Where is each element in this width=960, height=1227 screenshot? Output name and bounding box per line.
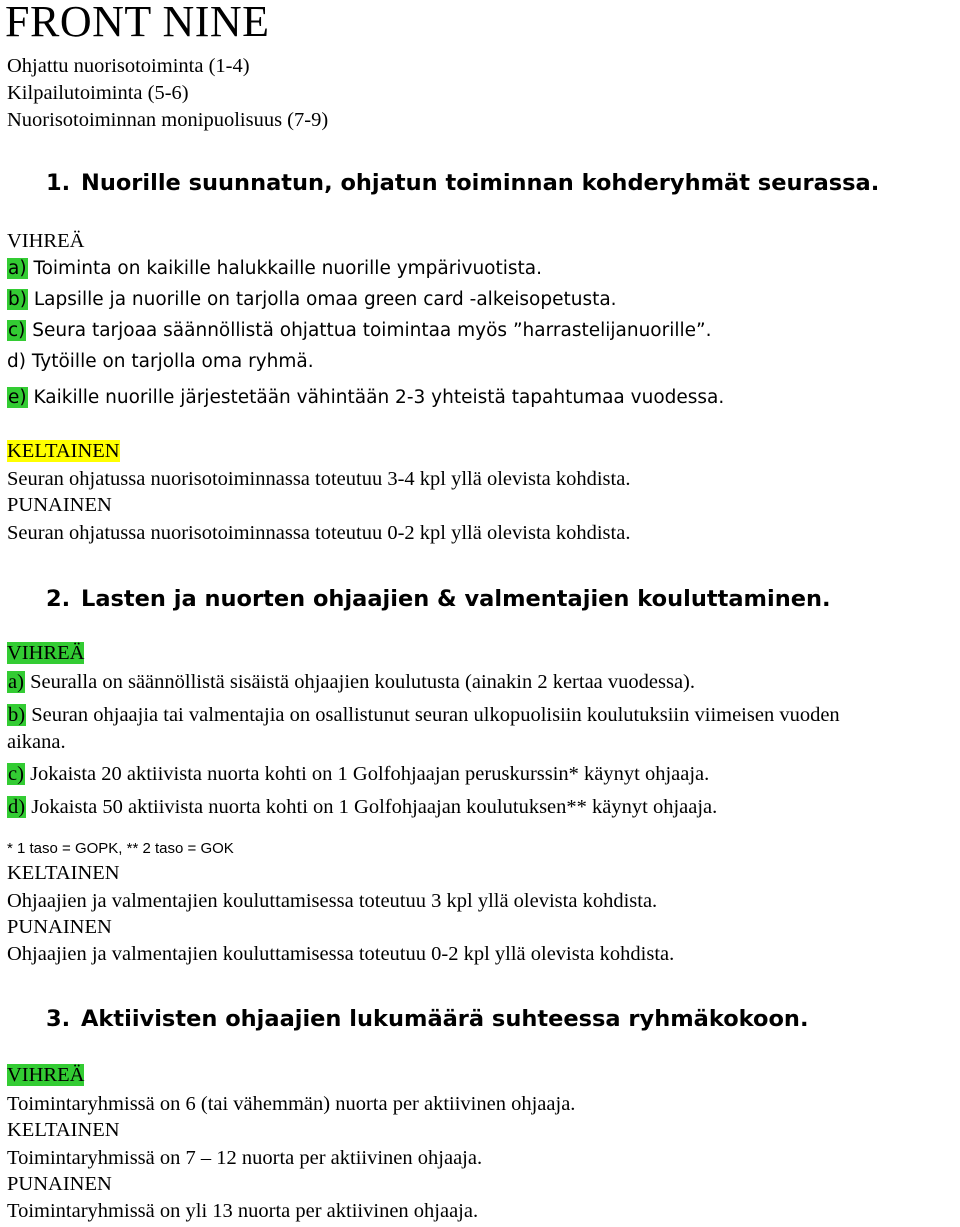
s2-item-b-letter: b): [8, 704, 26, 726]
s2-item-b-continued: aikana.: [7, 731, 66, 753]
s2-yellow-text: Ohjaajien ja valmentajien kouluttamisessa toteutuu 3 kpl yllä olevista kohdista.: [7, 890, 658, 912]
s1-green-label: VIHREÄ: [7, 230, 85, 252]
section-1-heading: [46, 172, 879, 195]
s2-item-b-text: Seuran ohjaajia tai valmentajia on osallistunut seuran ulkopuolisiin koulutuksiin viimeisen vuoden: [26, 704, 840, 726]
s1-item-c-text: Seura tarjoaa säännöllistä ohjattua toimintaa myös ”harrastelijanuorille”.: [26, 320, 712, 341]
s2-item-d-letter: d): [8, 796, 26, 818]
s3-green-label-text: VIHREÄ: [7, 1064, 85, 1086]
s1-yellow-label: [7, 441, 120, 462]
s1-item-b-text: Lapsille ja nuorille on tarjolla omaa green card -alkeisopetusta.: [27, 289, 617, 310]
section-2-heading-text: Lasten ja nuorten ohjaajien & valmentajien kouluttaminen.: [81, 586, 831, 612]
s2-item-c-text: Jokaista 20 aktiivista nuorta kohti on 1 Golfohjaajan peruskurssin* käynyt ohjaaja.: [24, 763, 710, 785]
s2-item-a-letter: a): [8, 671, 24, 693]
s1-item-d-letter: d): [7, 351, 26, 372]
s1-item-b: [7, 291, 617, 310]
s1-item-a-text: Toiminta on kaikille halukkaille nuorille ympärivuotista.: [27, 258, 542, 279]
s2-item-b: [7, 705, 840, 726]
section-2-number: 2.: [46, 586, 71, 612]
s1-item-d-text: Tytöille on tarjolla oma ryhmä.: [25, 351, 314, 372]
s3-yellow-text: Toimintaryhmissä on 7 – 12 nuorta per aktiivinen ohjaaja.: [7, 1147, 483, 1169]
s1-yellow-label-text: KELTAINEN: [7, 440, 120, 462]
s2-yellow-label: KELTAINEN: [7, 862, 120, 884]
s1-red-text: Seuran ohjatussa nuorisotoiminnassa toteutuu 0-2 kpl yllä olevista kohdista.: [7, 522, 631, 544]
document-title: FRONT NINE: [5, 0, 270, 46]
s2-item-d: [7, 797, 717, 818]
intro-line-2: Kilpailutoiminta (5-6): [7, 82, 189, 104]
s2-red-label: PUNAINEN: [7, 916, 112, 938]
s2-green-label-text: VIHREÄ: [7, 642, 85, 664]
intro-line-1: Ohjattu nuorisotoiminta (1-4): [7, 55, 250, 77]
s2-item-c: [7, 764, 709, 785]
s1-item-c-letter: c): [8, 320, 26, 341]
s1-item-e: [7, 389, 724, 408]
s1-yellow-text: Seuran ohjatussa nuorisotoiminnassa toteutuu 3-4 kpl yllä olevista kohdista.: [7, 468, 631, 490]
s2-green-label: [7, 643, 84, 664]
s2-red-text: Ohjaajien ja valmentajien kouluttamisessa toteutuu 0-2 kpl yllä olevista kohdista.: [7, 943, 675, 965]
s1-red-label: PUNAINEN: [7, 494, 112, 516]
section-3-heading-text: Aktiivisten ohjaajien lukumäärä suhteessa ryhmäkokoon.: [81, 1006, 809, 1032]
section-3-heading: [46, 1008, 809, 1031]
s2-item-c-letter: c): [8, 763, 24, 785]
section-2-heading: [46, 588, 831, 611]
s1-item-a: [7, 260, 542, 279]
s3-yellow-label: KELTAINEN: [7, 1119, 120, 1141]
section-3-number: 3.: [46, 1006, 71, 1032]
s1-item-c: [7, 322, 712, 341]
s2-footnote: * 1 taso = GOPK, ** 2 taso = GOK: [7, 840, 234, 857]
s1-item-b-letter: b): [8, 289, 27, 310]
section-1-heading-text: Nuorille suunnatun, ohjatun toiminnan kohderyhmät seurassa.: [81, 170, 880, 196]
s2-item-d-text: Jokaista 50 aktiivista nuorta kohti on 1 Golfohjaajan koulutuksen** käynyt ohjaaja.: [26, 796, 718, 818]
s1-item-e-text: Kaikille nuorille järjestetään vähintään 2-3 yhteistä tapahtumaa vuodessa.: [27, 387, 725, 408]
s1-item-a-letter: a): [8, 258, 27, 279]
s3-green-text: Toimintaryhmissä on 6 (tai vähemmän) nuorta per aktiivinen ohjaaja.: [7, 1093, 576, 1115]
s3-red-label: PUNAINEN: [7, 1173, 112, 1195]
section-1-number: 1.: [46, 170, 71, 196]
intro-line-3: Nuorisotoiminnan monipuolisuus (7-9): [7, 109, 329, 131]
s2-item-a-text: Seuralla on säännöllistä sisäistä ohjaajien koulutusta (ainakin 2 kertaa vuodessa).: [24, 671, 695, 693]
s3-green-label: [7, 1065, 84, 1086]
s1-item-d: [7, 353, 314, 372]
s1-item-e-letter: e): [8, 387, 27, 408]
s3-red-text: Toimintaryhmissä on yli 13 nuorta per aktiivinen ohjaaja.: [7, 1200, 479, 1222]
s2-item-a: [7, 672, 695, 693]
